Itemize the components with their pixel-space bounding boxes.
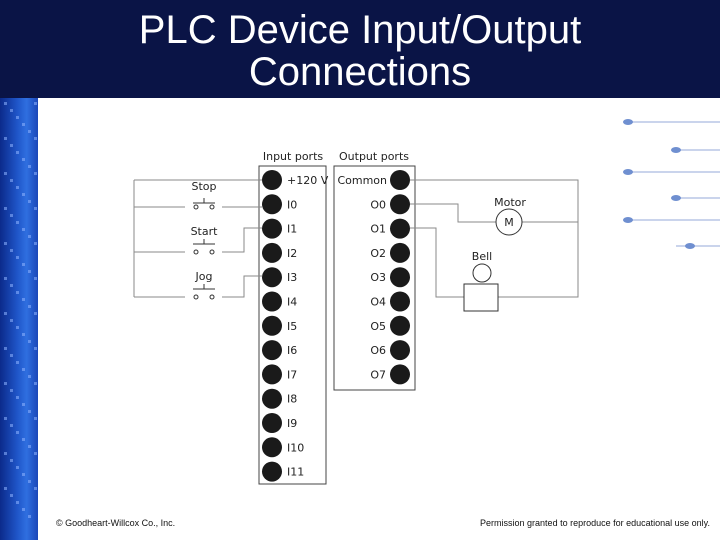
bell-body-symbol <box>464 284 498 311</box>
input-port-11-label: I10 <box>287 441 305 455</box>
input-port-10-terminal <box>262 413 282 433</box>
stop-switch-label: Stop <box>191 180 217 193</box>
input-port-2-terminal <box>262 219 282 239</box>
output-port-3-terminal <box>390 243 410 263</box>
input-port-9-label: I8 <box>287 392 298 406</box>
bell-label: Bell <box>471 250 493 263</box>
output-port-5-terminal <box>390 292 410 312</box>
footer-permission: Permission granted to reproduce for educational use only. <box>480 518 710 528</box>
input-port-1-label: I0 <box>287 198 298 212</box>
input-port-9-terminal <box>262 389 282 409</box>
footer-copyright: © Goodheart-Willcox Co., Inc. <box>56 518 176 528</box>
start-switch-symbol <box>193 239 215 254</box>
input-port-3-terminal <box>262 243 282 263</box>
input-port-8-terminal <box>262 364 282 384</box>
slide-title-line-1: PLC Device Input/Output <box>138 8 582 52</box>
input-terminals <box>262 170 329 482</box>
output-port-0-label: Common <box>337 174 387 187</box>
slide-title-line-2: Connections <box>248 50 472 94</box>
decorative-lines <box>630 122 720 246</box>
input-port-12-label: I11 <box>287 465 305 479</box>
output-port-8-terminal <box>390 364 410 384</box>
jog-switch-symbol <box>193 284 215 299</box>
input-port-7-label: I6 <box>287 344 298 358</box>
input-port-12-terminal <box>262 462 282 482</box>
input-port-1-terminal <box>262 194 282 214</box>
output-port-7-label: O6 <box>370 344 386 358</box>
input-port-11-terminal <box>262 437 282 457</box>
output-port-2-terminal <box>390 219 410 239</box>
output-port-6-terminal <box>390 316 410 336</box>
output-port-4-terminal <box>390 267 410 287</box>
input-port-7-terminal <box>262 340 282 360</box>
input-port-3-label: I2 <box>287 246 298 260</box>
output-port-1-label: O0 <box>370 198 386 212</box>
input-port-2-label: I1 <box>287 222 298 236</box>
decorative-dots <box>623 119 695 249</box>
jog-switch-label: Jog <box>195 270 213 283</box>
output-port-1-terminal <box>390 194 410 214</box>
start-switch-label: Start <box>190 225 218 238</box>
input-port-0-terminal <box>262 170 282 190</box>
input-port-4-label: I3 <box>287 271 298 285</box>
input-port-5-terminal <box>262 292 282 312</box>
input-port-0-label: +120 V <box>287 174 329 187</box>
output-port-6-label: O5 <box>370 319 386 333</box>
output-port-7-terminal <box>390 340 410 360</box>
output-port-0-terminal <box>390 170 410 190</box>
output-port-2-label: O1 <box>370 222 386 236</box>
input-port-4-terminal <box>262 267 282 287</box>
output-port-8-label: O7 <box>370 368 386 382</box>
input-port-8-label: I7 <box>287 368 298 382</box>
input-port-6-terminal <box>262 316 282 336</box>
input-port-5-label: I4 <box>287 295 298 309</box>
output-terminals <box>337 170 410 384</box>
input-ports-header: Input ports <box>262 150 324 163</box>
output-port-3-label: O2 <box>370 246 386 260</box>
output-port-4-label: O3 <box>370 271 386 285</box>
output-port-5-label: O4 <box>370 295 386 309</box>
input-port-10-label: I9 <box>287 417 298 430</box>
output-ports-header: Output ports <box>339 150 409 163</box>
input-port-6-label: I5 <box>287 319 298 333</box>
bell-dome-symbol <box>473 264 491 282</box>
motor-symbol-letter: M <box>504 216 514 229</box>
stop-switch-symbol <box>193 198 215 209</box>
motor-label: Motor <box>494 196 526 209</box>
